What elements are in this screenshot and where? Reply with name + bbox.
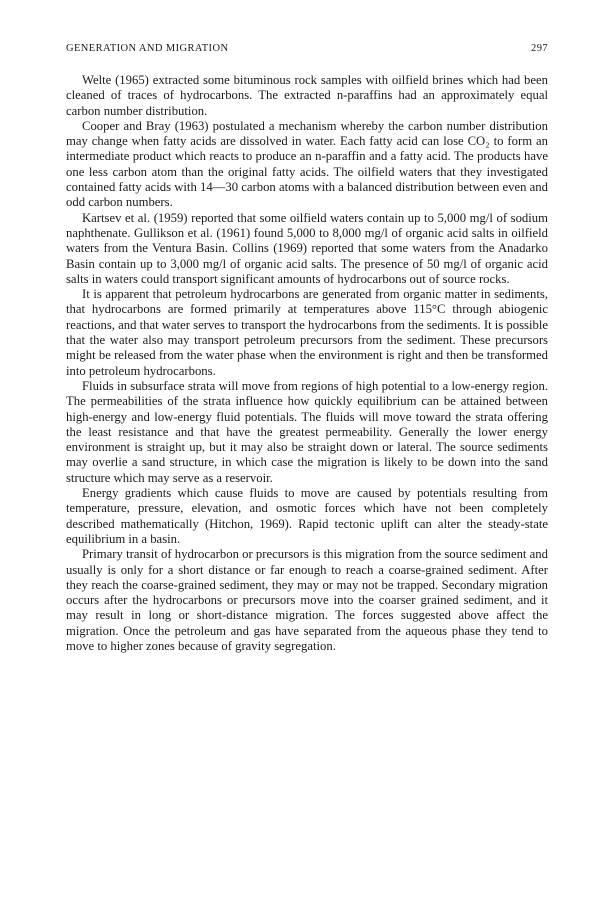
paragraph-primary-transit: Primary transit of hydrocarbon or precursors is this migration from the source sediment and usually is only for a short distance or far enough to reach a coarse-grained sediment. After they reach the coarse-grained sediment, they may or may not be trapped. Secondary migration occurs after the hydrocarbons or precursors move into the coarser grained sediment, and it may result in long or short-distance migration. The forces suggested above affect the migration. Once the petroleum and gas have separated from the aqueous phase they tend to move to higher zones because of gravity segregation.: [66, 547, 548, 653]
body-text: [66, 73, 548, 654]
running-title: GENERATION AND MIGRATION: [66, 43, 229, 54]
running-head: [66, 42, 548, 56]
paragraph-kartsev: Kartsev et al. (1959) reported that some oilfield waters contain up to 5,000 mg/l of sodium naphthenate. Gullikson et al. (1961) found 5,000 to 8,000 mg/l of organic acid salts in oilfield waters from the Ventura Basin. Collins (1969) reported that some waters from the Anadarko Basin contain up to 3,000 mg/l of organic acid salts. The presence of 50 mg/l of organic acid salts in waters could transport significant amounts of hydrocarbons out of source rocks.: [66, 210, 548, 286]
book-page: [66, 42, 548, 654]
page-number: 297: [531, 43, 548, 54]
paragraph-fluid-movement: Fluids in subsurface strata will move from regions of high potential to a low-energy region. The permeabilities of the strata influence how quickly equilibrium can be attained between high-energy and low-energy fluid potentials. The fluids will move toward the strata offering the least resistance and that have the greatest permeability. Generally the lower energy environment is straight up, but it may also be straight down or lateral. The source sediments may overlie a sand structure, in which case the migration is likely to be down into the sand structure which may serve as a reservoir.: [66, 378, 548, 485]
paragraph-cooper-bray: Cooper and Bray (1963) postulated a mechanism whereby the carbon number distribution may change when fatty acids are dissolved in water. Each fatty acid can lose CO₂ to form an intermediate product which reacts to produce an n-paraffin and a fatty acid. The products have one less carbon atom than the original fatty acids. The oilfield waters that they investigated contained fatty acids with 14—30 carbon atoms with a balanced distribution between even and odd carbon numbers.: [66, 118, 548, 210]
paragraph-energy-gradients: Energy gradients which cause fluids to move are caused by potentials resulting from temperature, pressure, elevation, and osmotic forces which have not been completely described mathematically (Hitchon, 1969). Rapid tectonic uplift can alter the steady-state equilibrium in a basin.: [66, 486, 548, 546]
paragraph-welte: Welte (1965) extracted some bituminous rock samples with oilfield brines which had been cleaned of traces of hydrocarbons. The extracted n-paraffins had an approximately equal carbon number distribution.: [66, 73, 548, 118]
paragraph-petroleum-generation: It is apparent that petroleum hydrocarbons are generated from organic matter in sediments, that hydrocarbons are formed primarily at temperatures above 115°C through abiogenic reactions, and that water serves to transport the hydrocarbons from the sediments. It is possible that the water also may transport petroleum precursors from the sediment. These precursors might be released from the water phase when the environment is right and then be transformed into petroleum hydrocarbons.: [66, 287, 549, 378]
